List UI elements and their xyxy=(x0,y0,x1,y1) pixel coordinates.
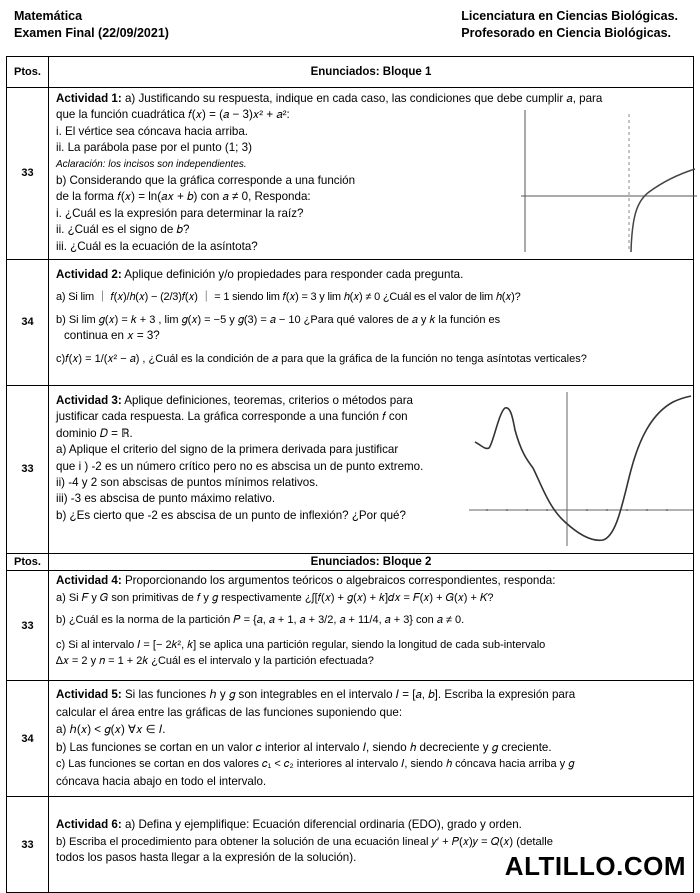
act2-line-c: c)𝑓(𝑥) = 1/(𝑥² − 𝑎) , ¿Cuál es la condición de 𝑎 para que la gráfica de la función no tenga asíntotas verticales? xyxy=(56,352,587,365)
block1-header: Enunciados: Bloque 1 xyxy=(49,57,694,88)
act3-line: b) ¿Es cierto que -2 es abscisa de un punto de inflexión? ¿Por qué? xyxy=(56,508,406,522)
degree-line-2: Profesorado en Ciencia Biológicas. xyxy=(461,26,672,40)
exam-title: Examen Final (22/09/2021) xyxy=(14,26,169,40)
act5-line: Si las funciones ℎ y 𝑔 son integrables en el intervalo 𝐼 = [𝑎, 𝑏]. Escriba la expresión para xyxy=(121,688,576,702)
act4-line-c: c) Si al intervalo 𝐼 = [− 2𝑘², 𝑘] se aplica una partición regular, siendo la longitud de cada sub-intervalo xyxy=(56,638,546,651)
act6-line: b) Escriba el procedimiento para obtener la solución de una ecuación lineal 𝑦′ + 𝑃(𝑥)𝑦 = 𝑄(𝑥) (detalle xyxy=(56,835,553,848)
act1-line: de la forma 𝑓(𝑥) = ln(𝑎𝑥 + 𝑏) con 𝑎 ≠ 0, Responda: xyxy=(56,190,311,204)
act1-line: ii. ¿Cuál es el signo de 𝑏? xyxy=(56,223,190,237)
act4-line-a: a) Si 𝐹 y 𝐺 son primitivas de 𝑓 y 𝑔 respectivamente ¿∫[𝑓(𝑥) + 𝑔(𝑥) + 𝑘]𝑑𝑥 = 𝐹(𝑥) + 𝐺(𝑥) + 𝐾? xyxy=(56,591,494,604)
activity-4 xyxy=(49,571,694,681)
act5-line: a) ℎ(𝑥) < 𝑔(𝑥) ∀𝑥 ∈ 𝐼. xyxy=(56,723,166,737)
act5-line: cóncava hacia abajo en todo el intervalo. xyxy=(56,775,267,789)
derivative-function-graph xyxy=(467,390,695,548)
watermark-logo: ALTILLO.COM xyxy=(504,851,686,881)
act2-line: Aplique definición y/o propiedades para responder cada pregunta. xyxy=(121,268,464,281)
subject-title: Matemática xyxy=(14,9,83,23)
log-function-graph xyxy=(519,106,699,256)
exam-table xyxy=(6,56,694,893)
act5-line: b) Las funciones se cortan en un valor 𝑐 interior al intervalo 𝐼, siendo ℎ decreciente y 𝑔 creciente. xyxy=(56,740,552,754)
act6-line: a) Defina y ejemplifique: Ecuación diferencial ordinaria (EDO), grado y orden. xyxy=(121,818,522,832)
act1-line: i. El vértice sea cóncava hacia arriba. xyxy=(56,124,249,138)
act2-line-b: b) Si lim 𝑔(𝑥) = 𝑘 + 3 , lim 𝑔(𝑥) = −5 y 𝑔(3) = 𝑎 − 10 ¿Para qué valores de 𝑎 y 𝑘 la función es xyxy=(56,313,501,326)
act3-line: ii) -4 y 2 son abscisas de puntos mínimos relativos. xyxy=(56,476,319,490)
act3-line: dominio 𝐷 = ℝ. xyxy=(56,426,133,440)
activity-1 xyxy=(49,88,694,260)
activity-2 xyxy=(49,260,694,386)
act4-title: Actividad 4: xyxy=(56,574,122,588)
act2-title: Actividad 2: xyxy=(56,268,122,281)
act1-note: Aclaración: los incisos son independientes. xyxy=(56,158,247,170)
points-act3: 33 xyxy=(7,386,49,554)
act1-line: iii. ¿Cuál es la ecuación de la asíntota? xyxy=(56,239,258,253)
act2-line: continua en 𝑥 = 3? xyxy=(64,329,160,343)
header-right xyxy=(461,8,678,42)
act1-line: a) Justificando su respuesta, indique en cada caso, las condiciones que debe cumplir 𝑎, para xyxy=(121,92,603,105)
act4-line-b: b) ¿Cuál es la norma de la partición 𝑃 = {𝑎, 𝑎 + 1, 𝑎 + 3/2, 𝑎 + 11/4, 𝑎 + 3} con 𝑎 ≠ 0. xyxy=(56,614,465,627)
act3-line: a) Aplique el criterio del signo de la primera derivada para justificar xyxy=(56,443,399,457)
act3-line: iii) -3 es abscisa de punto máximo relativo. xyxy=(56,492,276,506)
block2-header: Enunciados: Bloque 2 xyxy=(49,554,694,571)
points-header: Ptos. xyxy=(7,57,49,88)
act5-title: Actividad 5: xyxy=(56,688,122,702)
act5-line: calcular el área entre las gráficas de las funciones suponiendo que: xyxy=(56,705,403,719)
act1-line: que la función cuadrática 𝑓(𝑥) = (𝑎 − 3)𝑥² + 𝑎²: xyxy=(56,108,290,122)
activity-5 xyxy=(49,681,694,797)
points-act4: 33 xyxy=(7,571,49,681)
points-act2: 34 xyxy=(7,260,49,386)
act6-title: Actividad 6: xyxy=(56,818,122,832)
points-act6: 33 xyxy=(7,797,49,893)
act1-line: i. ¿Cuál es la expresión para determinar la raíz? xyxy=(56,206,304,220)
act1-title: Actividad 1: xyxy=(56,92,122,105)
header-left xyxy=(14,8,169,42)
act6-line: todos los pasos hasta llegar a la expresión de la solución). xyxy=(56,851,357,865)
act1-line: ii. La parábola pase por el punto (1; 3) xyxy=(56,141,252,155)
degree-line-1: Licenciatura en Ciencias Biológicas. xyxy=(461,9,678,23)
act3-title: Actividad 3: xyxy=(56,394,122,407)
act1-line: b) Considerando que la gráfica corresponde a una función xyxy=(56,174,356,188)
act3-line: justificar cada respuesta. La gráfica corresponde a una función 𝑓 con xyxy=(56,410,408,424)
points-header-2: Ptos. xyxy=(7,554,49,571)
act4-line: ∆𝑥 = 2 y 𝑛 = 1 + 2𝑘 ¿Cuál es el intervalo y la partición efectuada? xyxy=(56,655,374,668)
act3-line: Aplique definiciones, teoremas, criterios o métodos para xyxy=(121,394,414,407)
act3-line: que i ) -2 es un número crítico pero no es abscisa un de punto extremo. xyxy=(56,459,424,473)
points-act1: 33 xyxy=(7,88,49,260)
act2-line-a: a) Si lim ｜ 𝑓(𝑥)/ℎ(𝑥) − (2/3)𝑓(𝑥) ｜ = 1 siendo lim 𝑓(𝑥) = 3 y lim ℎ(𝑥) ≠ 0 ¿Cuál es el valor de lim ℎ(𝑥)? xyxy=(56,291,521,304)
activity-3 xyxy=(49,386,694,554)
act5-line: c) Las funciones se cortan en dos valores 𝑐₁ < 𝑐₂ interiores al intervalo 𝐼, siendo ℎ cóncava hacia arriba y 𝑔 xyxy=(56,758,575,771)
points-act5: 34 xyxy=(7,681,49,797)
act4-line: Proporcionando los argumentos teóricos o algebraicos correspondientes, responda: xyxy=(121,574,556,588)
